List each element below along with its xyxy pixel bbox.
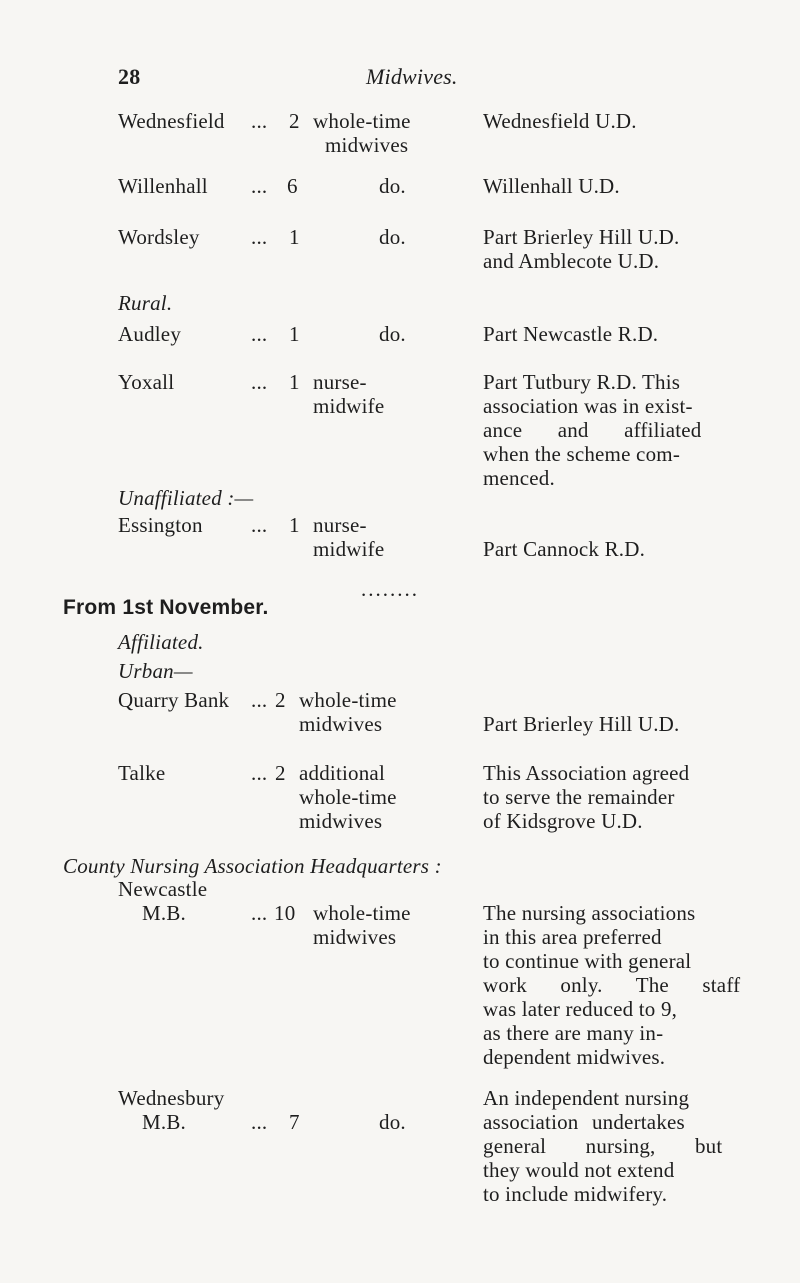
row-count: 2	[275, 688, 286, 712]
row-staff: do.	[379, 174, 406, 198]
row-area: Part Brierley Hill U.D.	[483, 712, 680, 736]
row-area: work only. The staff	[483, 973, 741, 997]
row-count: 2	[289, 109, 300, 133]
page-number: 28	[118, 64, 141, 89]
row-area: Willenhall U.D.	[483, 174, 620, 198]
row-area: and Amblecote U.D.	[483, 249, 660, 273]
row-place: Talke	[118, 761, 166, 785]
row-area: in this area preferred	[483, 925, 662, 949]
row-staff: whole-time	[313, 901, 411, 925]
subheading-urban: Urban—	[118, 659, 193, 683]
row-area: The nursing associations	[483, 901, 696, 925]
row-staff: midwives	[313, 925, 397, 949]
row-staff: additional	[299, 761, 385, 785]
row-dots: ...	[251, 109, 268, 133]
row-area: Part Brierley Hill U.D.	[483, 225, 680, 249]
row-area: Part Tutbury R.D. This	[483, 370, 681, 394]
row-area: to include midwifery.	[483, 1182, 668, 1206]
subheading-affiliated: Affiliated.	[118, 630, 204, 654]
row-area: Part Newcastle R.D.	[483, 322, 659, 346]
section-heading-november: From 1st November.	[63, 596, 269, 619]
row-count: 1	[289, 225, 300, 249]
row-dots: ...	[251, 901, 268, 925]
section-heading-unaffiliated: Unaffiliated :—	[118, 486, 254, 510]
row-area: Part Cannock R.D.	[483, 537, 646, 561]
row-count: 1	[289, 513, 300, 537]
row-area: Wednesfield U.D.	[483, 109, 637, 133]
row-area: to continue with general	[483, 949, 692, 973]
row-area: ance and affiliated	[483, 418, 702, 442]
row-place: Wordsley	[118, 225, 200, 249]
row-place: Newcastle	[118, 877, 208, 901]
section-heading-county: County Nursing Association Headquarters :	[63, 854, 442, 878]
row-area: association was in exist-	[483, 394, 693, 418]
row-count: 1	[289, 370, 300, 394]
row-place: Wednesbury	[118, 1086, 225, 1110]
row-staff: nurse-	[313, 370, 367, 394]
row-place: Wednesfield	[118, 109, 225, 133]
row-dots: ...	[251, 174, 268, 198]
row-staff: midwives	[325, 133, 409, 157]
row-place: Audley	[118, 322, 182, 346]
row-staff: do.	[379, 225, 406, 249]
row-area: as there are many in-	[483, 1021, 664, 1045]
row-dots: ...	[251, 370, 268, 394]
row-staff: whole-time	[299, 688, 397, 712]
row-staff: midwife	[313, 394, 385, 418]
row-place: Willenhall	[118, 174, 208, 198]
row-staff: nurse-	[313, 513, 367, 537]
row-dots: ...	[251, 513, 268, 537]
row-area: general nursing, but	[483, 1134, 723, 1158]
row-area: menced.	[483, 466, 555, 490]
row-place: Quarry Bank	[118, 688, 230, 712]
row-area: to serve the remainder	[483, 785, 675, 809]
row-place: Essington	[118, 513, 203, 537]
row-dots: ...	[251, 322, 268, 346]
row-place: Yoxall	[118, 370, 175, 394]
row-staff: whole-time	[313, 109, 411, 133]
row-count: 7	[289, 1110, 300, 1134]
row-area: This Association agreed	[483, 761, 690, 785]
row-staff: midwives	[299, 809, 383, 833]
row-dots: ...	[251, 1110, 268, 1134]
section-heading-rural: Rural.	[118, 291, 173, 315]
row-staff: whole-time	[299, 785, 397, 809]
row-place: M.B.	[142, 901, 186, 925]
row-area: of Kidsgrove U.D.	[483, 809, 643, 833]
row-dots: ...	[251, 225, 268, 249]
running-title: Midwives.	[366, 64, 458, 89]
row-count: 6	[287, 174, 298, 198]
row-dots: ...	[251, 688, 268, 712]
row-staff: do.	[379, 322, 406, 346]
row-area: dependent midwives.	[483, 1045, 666, 1069]
row-dots: ...	[251, 761, 268, 785]
row-area: association undertakes	[483, 1110, 685, 1134]
row-staff: midwives	[299, 712, 383, 736]
row-count: 10	[274, 901, 296, 925]
row-place: M.B.	[142, 1110, 186, 1134]
row-count: 1	[289, 322, 300, 346]
row-area: An independent nursing	[483, 1086, 690, 1110]
row-staff: midwife	[313, 537, 385, 561]
row-staff: do.	[379, 1110, 406, 1134]
row-area: when the scheme com-	[483, 442, 681, 466]
row-area: they would not extend	[483, 1158, 675, 1182]
row-area: was later reduced to 9,	[483, 997, 678, 1021]
row-count: 2	[275, 761, 286, 785]
separator-dots: ........	[361, 577, 419, 601]
